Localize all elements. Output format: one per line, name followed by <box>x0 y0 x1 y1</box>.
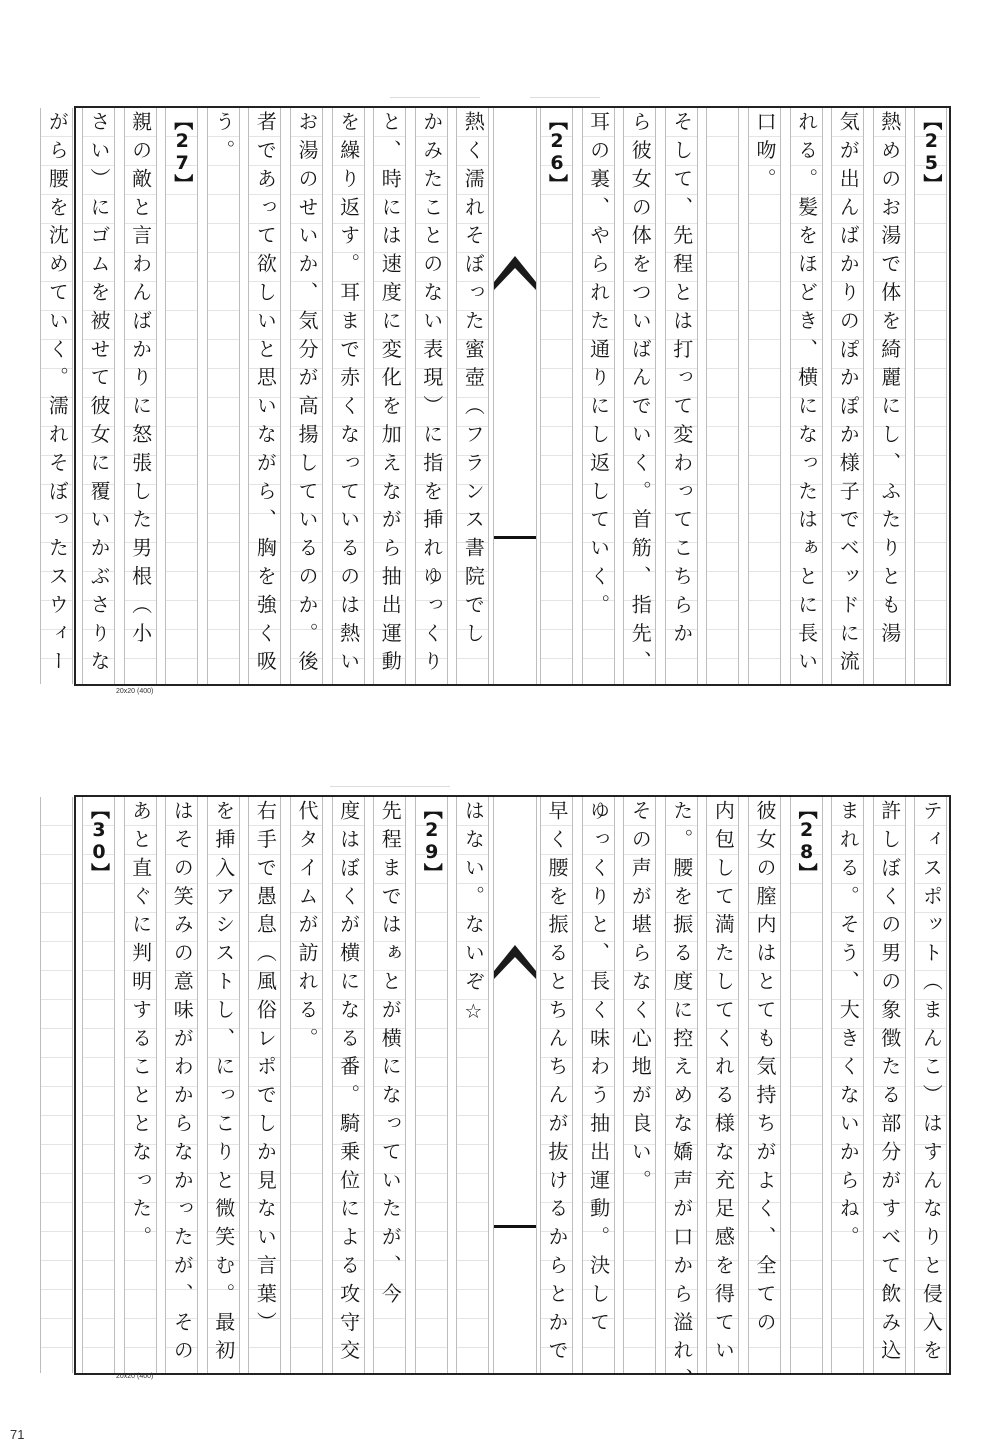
manuscript-column <box>790 797 823 1373</box>
manuscript-column <box>790 108 823 684</box>
column-text: 内包して満たしてくれる様な充足感を得てい <box>711 800 736 1368</box>
manuscript-column <box>290 108 323 684</box>
manuscript-column <box>914 797 947 1373</box>
column-text: 【26】 <box>546 111 568 193</box>
column-text: 代タイムが訪れる。 <box>295 800 319 1056</box>
column-text: 気が出んばかりのぽかぽか様子でベッドに流 <box>836 111 861 679</box>
scan-mark-top <box>390 97 480 98</box>
column-text: がら腰を沈めていく。濡れそぼったスウィー <box>45 111 70 679</box>
manuscript-column <box>540 108 573 684</box>
sheet-caption-top: 20x20 (400) <box>116 688 154 695</box>
column-text: かみたことのない表現）に指を挿れゆっくり <box>419 111 444 679</box>
manuscript-column <box>415 797 448 1373</box>
manuscript-column <box>665 797 698 1397</box>
manuscript-column <box>456 797 489 1373</box>
column-text: 【29】 <box>420 800 443 882</box>
manuscript-column <box>40 108 73 684</box>
column-text: 熱く濡れそぼった蜜壺（フランス書院でし <box>461 111 486 651</box>
column-text: 許しぼくの男の象徴たる部分がすべて飲み込 <box>877 800 902 1368</box>
column-text: 彼女の膣内はとても気持ちがよく、全ての <box>753 800 777 1340</box>
column-text: を挿入アシストし、にっこりと微笑む。最初 <box>211 800 236 1368</box>
column-text: 早く腰を振るとちんちんが抜けるからとかで <box>545 800 569 1368</box>
manuscript-sheet-top <box>45 106 951 686</box>
column-text: そして、先程とは打って変わってこちらか <box>669 111 694 651</box>
manuscript-column <box>332 797 365 1373</box>
manuscript-column <box>748 108 781 684</box>
column-text: お湯のせいか、気分が高揚しているのか。後 <box>295 111 319 679</box>
column-text: さい）にゴムを被せて彼女に覆いかぶさりな <box>87 111 111 679</box>
column-text: はない。ないぞ☆ <box>461 800 486 1032</box>
fold-rule <box>494 1225 536 1228</box>
column-text: 右手で愚息（風俗レポでしか見ない言葉） <box>253 800 278 1340</box>
manuscript-column <box>665 108 698 684</box>
column-text: 度はぼくが横になる番。騎乗位による攻守交 <box>336 800 361 1368</box>
center-fold-strip <box>493 797 537 1373</box>
column-text: 口吻。 <box>753 111 777 197</box>
scan-mark-bottom <box>330 786 450 787</box>
column-text: 先程まではぁとが横になっていたが、今 <box>378 800 403 1312</box>
column-text: ら彼女の体をついばんでいく。首筋、指先、 <box>628 111 653 679</box>
manuscript-column <box>124 797 157 1373</box>
manuscript-column <box>373 797 406 1373</box>
manuscript-column <box>248 108 281 684</box>
manuscript-column <box>332 108 365 684</box>
column-text: 【30】 <box>88 800 110 882</box>
column-text: 耳の裏、やられた通りにし返していく。 <box>586 111 611 623</box>
column-text: あと直ぐに判明することとなった。 <box>128 800 153 1255</box>
manuscript-column <box>124 108 157 684</box>
manuscript-column <box>456 108 489 684</box>
column-text: その声が堪らなく心地が良い。 <box>628 800 653 1198</box>
manuscript-column <box>582 797 615 1373</box>
manuscript-column <box>623 797 656 1373</box>
manuscript-column <box>207 797 240 1373</box>
manuscript-column <box>415 108 448 684</box>
column-text: た。腰を振る度に控えめな嬌声が口から溢れ、 <box>669 800 694 1397</box>
manuscript-column <box>873 797 906 1373</box>
manuscript-column <box>290 797 323 1373</box>
manuscript-column <box>540 797 573 1373</box>
column-text: を繰り返す。耳まで赤くなっているのは熱い <box>336 111 361 679</box>
manuscript-column <box>706 108 739 684</box>
center-fold-strip <box>493 108 537 684</box>
page-number: 71 <box>10 1427 25 1442</box>
manuscript-columns-top <box>45 108 949 684</box>
manuscript-column <box>248 797 281 1373</box>
column-text: ティスポット（まんこ）はすんなりと侵入を <box>919 800 944 1368</box>
manuscript-column <box>914 108 947 684</box>
column-text: 熱めのお湯で体を綺麗にし、ふたりとも湯 <box>877 111 902 651</box>
column-text: 親の敵と言わんばかりに怒張した男根（小 <box>128 111 153 651</box>
column-text: まれる。そう、大きくないからね。 <box>836 800 861 1255</box>
manuscript-column <box>873 108 906 684</box>
fold-chevron-icon <box>494 256 536 292</box>
column-text: 者であって欲しいと思いながら、胸を強く吸 <box>253 111 278 679</box>
scan-mark-top-2 <box>530 97 600 98</box>
fold-chevron-icon <box>494 945 536 981</box>
manuscript-column <box>82 108 115 684</box>
column-text: と、時には速度に変化を加えながら抽出運動 <box>378 111 403 679</box>
manuscript-column <box>40 797 73 1373</box>
column-text: 【27】 <box>171 111 194 193</box>
column-text: 【28】 <box>795 800 818 882</box>
column-text: う。 <box>211 111 236 168</box>
manuscript-column <box>623 108 656 684</box>
manuscript-column <box>373 108 406 684</box>
manuscript-column <box>165 108 198 684</box>
column-text: ゆっくりと、長く味わう抽出運動。決して <box>586 800 611 1340</box>
column-text: はその笑みの意味がわからなかったが、その <box>170 800 195 1368</box>
manuscript-column <box>831 108 864 684</box>
manuscript-column <box>706 797 739 1373</box>
column-text: 【25】 <box>920 111 943 193</box>
manuscript-column <box>831 797 864 1373</box>
manuscript-column <box>82 797 115 1373</box>
fold-rule <box>494 536 536 539</box>
manuscript-column <box>165 797 198 1373</box>
sheet-caption-bottom: 20x20 (400) <box>116 1373 154 1380</box>
manuscript-column <box>748 797 781 1373</box>
column-text: れる。髪をほどき、横になったはぁとに長い <box>794 111 819 679</box>
manuscript-column <box>582 108 615 684</box>
manuscript-column <box>207 108 240 684</box>
